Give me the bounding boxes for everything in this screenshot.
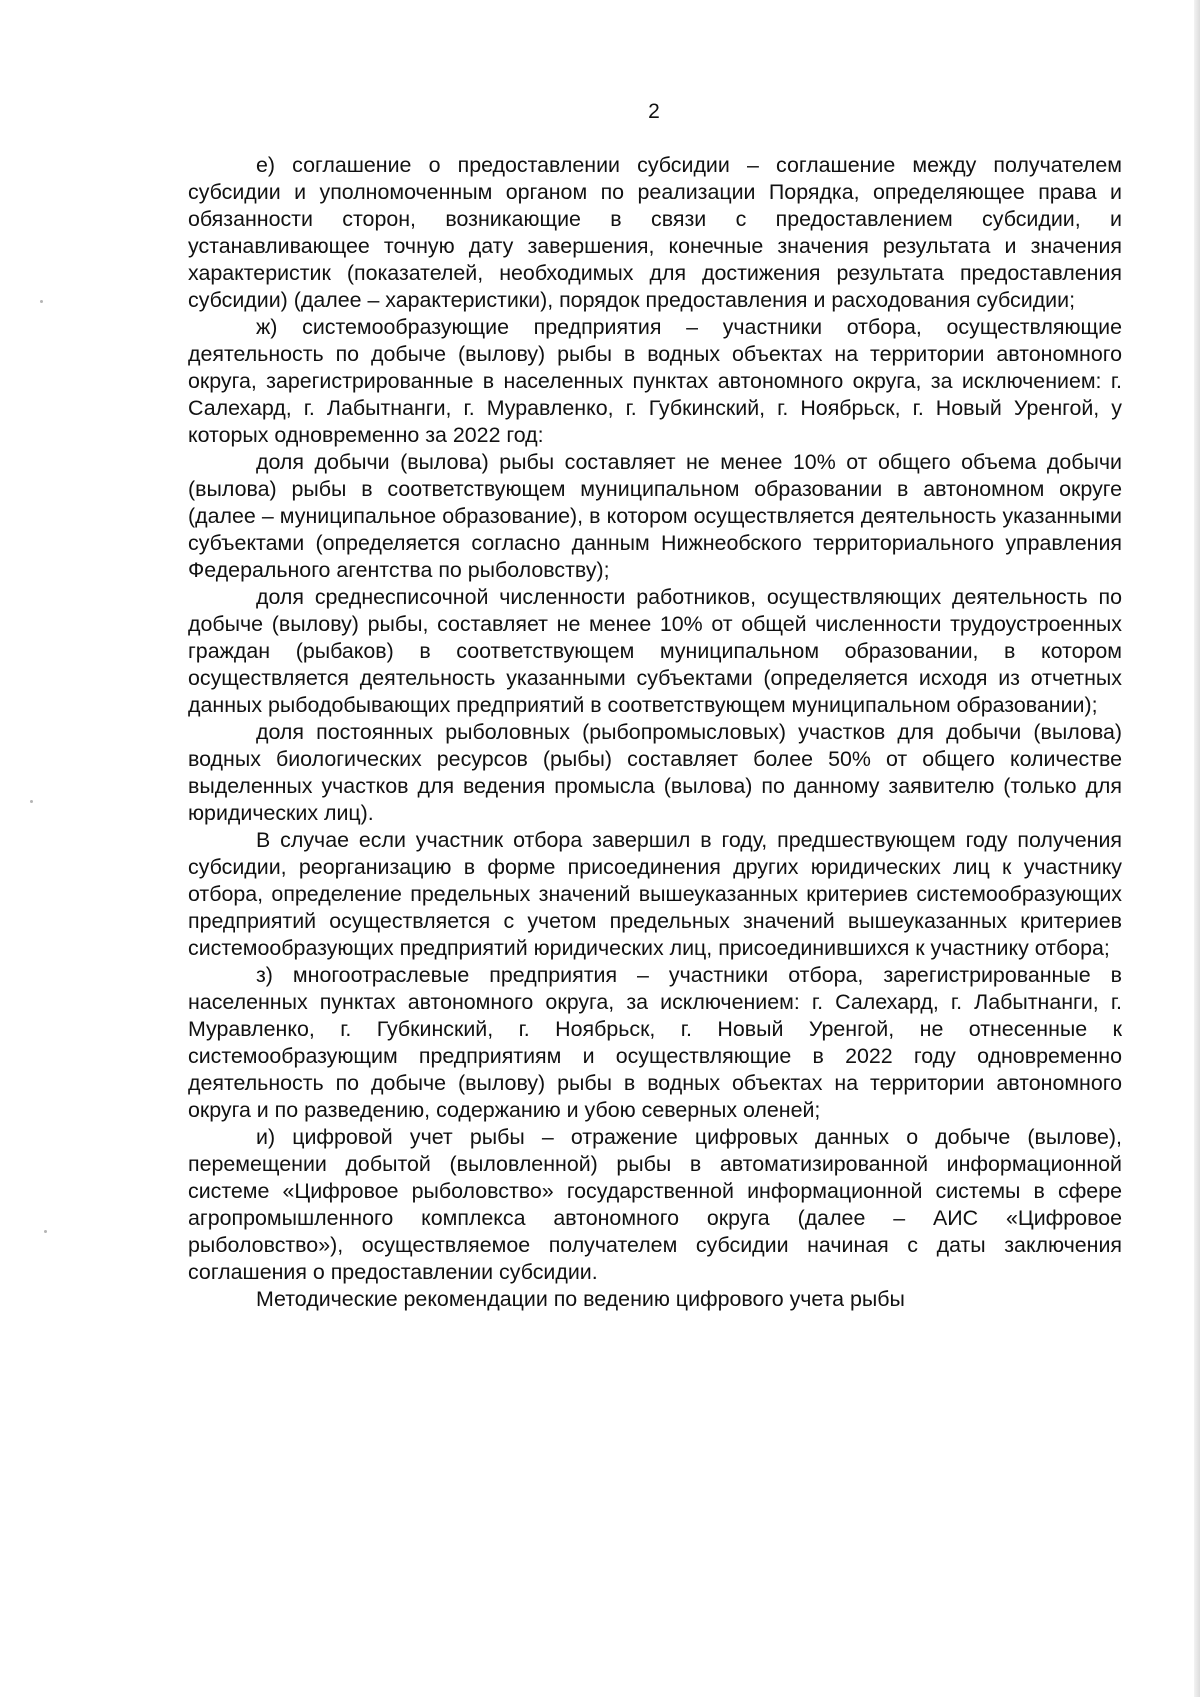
page-edge-shadow	[1194, 0, 1200, 1697]
paragraph-zh: ж) системообразующие предприятия – участники отбора, осуществляющие деятельность по добыче (вылову) рыбы в водных объектах на территории автономного округа, зарегистрированные в населенных пунктах автономного округа, за исключением: г. Салехард, г. Лабытнанги, г. Муравленко, г. Губкинский, г. Ноябрьск, г. Новый Уренгой, у которых одновременно за 2022 год:	[188, 315, 1122, 447]
scan-speck	[40, 300, 43, 303]
page-number: 2	[648, 100, 660, 123]
scan-speck	[30, 800, 33, 803]
paragraph-z: з) многоотраслевые предприятия – участники отбора, зарегистрированные в населенных пунктах автономного округа, за исключением: г. Салехард, г. Лабытнанги, г. Муравленко, г. Губкинский, г. Ноябрьск, г. Новый Уренгой, не отнесенные к системообразующим предприятиям и осуществляющие в 2022 году одновременно деятельность по добыче (вылову) рыбы в водных объектах на территории автономного округа и по разведению, содержанию и убою северных оленей;	[188, 963, 1122, 1122]
paragraph-fishing-plots-share: доля постоянных рыболовных (рыбопромысловых) участков для добычи (вылова) водных биологических ресурсов (рыбы) составляет более 50% от общего количестве выделенных участков для ведения промысла (вылова) по данному заявителю (только для юридических лиц).	[188, 720, 1122, 825]
paragraph-reorganization: В случае если участник отбора завершил в году, предшествующем году получения субсидии, реорганизацию в форме присоединения других юридических лиц к участнику отбора, определение предельных значений вышеуказанных критериев системообразующих предприятий осуществляется с учетом предельных значений вышеуказанных критериев системообразующих предприятий юридических лиц, присоединившихся к участнику отбора;	[188, 828, 1122, 960]
paragraph-employee-share: доля среднесписочной численности работников, осуществляющих деятельность по добыче (вылову) рыбы, составляет не менее 10% от общей численности трудоустроенных граждан (рыбаков) в соответствующем муниципальном образовании, в котором осуществляется деятельность указанными субъектами (определяется исходя из отчетных данных рыбодобывающих предприятий в соответствующем муниципальном образовании);	[188, 585, 1122, 717]
paragraph-methodical-recommendations: Методические рекомендации по ведению цифрового учета рыбы	[256, 1287, 905, 1311]
document-body	[188, 152, 1122, 1313]
paragraph-i: и) цифровой учет рыбы – отражение цифровых данных о добыче (вылове), перемещении добытой (выловленной) рыбы в автоматизированной информационной системе «Цифровое рыболовство» государственной информационной системы в сфере агропромышленного комплекса автономного округа (далее – АИС «Цифровое рыболовство»), осуществляемое получателем субсидии начиная с даты заключения соглашения о предоставлении субсидии.	[188, 1125, 1122, 1284]
paragraph-e: е) соглашение о предоставлении субсидии – соглашение между получателем субсидии и уполномоченным органом по реализации Порядка, определяющее права и обязанности сторон, возникающие в связи с предоставлением субсидии, и устанавливающее точную дату завершения, конечные значения результата и значения характеристик (показателей, необходимых для достижения результата предоставления субсидии) (далее – характеристики), порядок предоставления и расходования субсидии;	[188, 153, 1122, 312]
paragraph-catch-share: доля добычи (вылова) рыбы составляет не менее 10% от общего объема добычи (вылова) рыбы в соответствующем муниципальном образовании в автономном округе (далее – муниципальное образование), в котором осуществляется деятельность указанными субъектами (определяется согласно данным Нижнеобского территориального управления Федерального агентства по рыболовству);	[188, 450, 1122, 582]
scan-speck	[44, 1230, 47, 1233]
